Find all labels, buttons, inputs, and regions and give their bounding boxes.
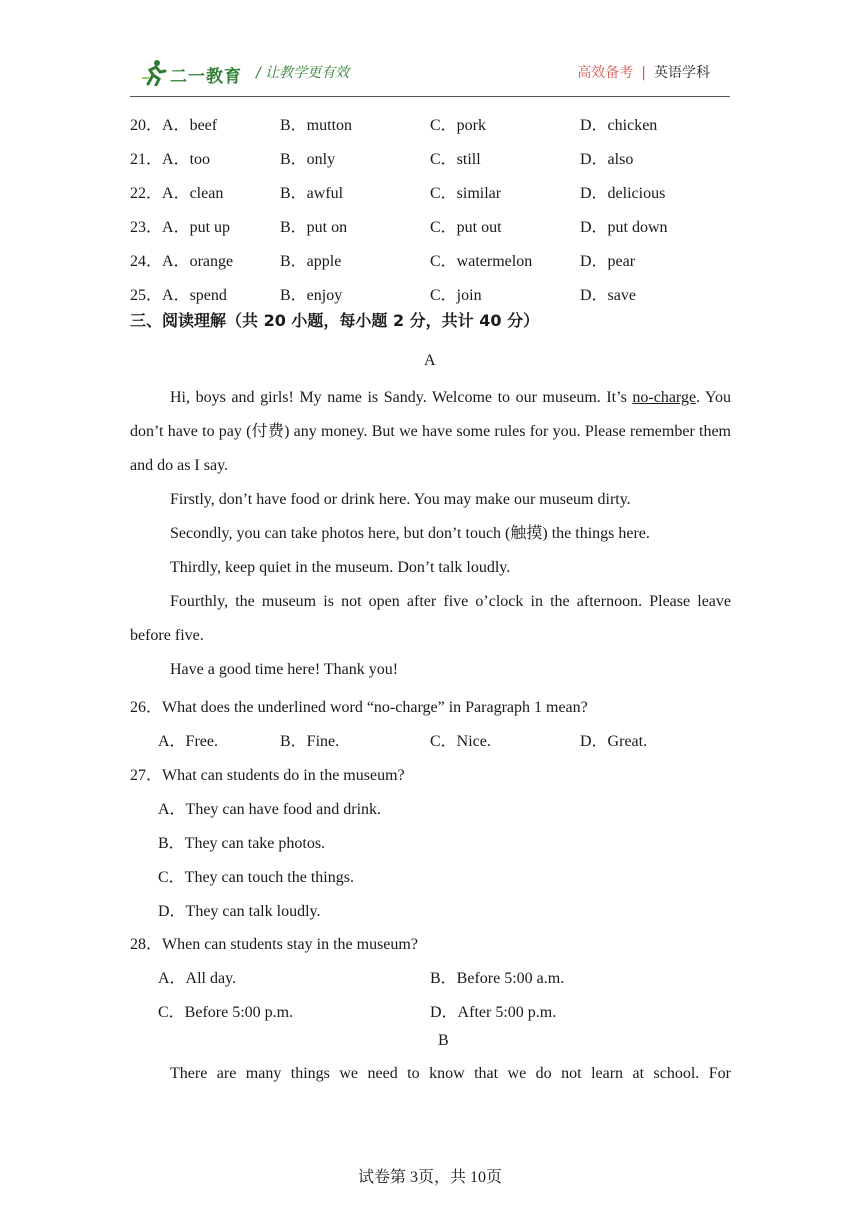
underlined-word: no-charge xyxy=(632,389,697,406)
page-header xyxy=(130,52,730,96)
page-footer: 试卷第 3页，共 10页 xyxy=(357,1169,502,1186)
q28-option-d: D．After 5:00 p.m. xyxy=(430,1004,557,1021)
header-tag: 高效备考 xyxy=(577,65,634,81)
passage-a-paragraph-3: Secondly, you can take photos here, but don’t touch (触摸) the things here. xyxy=(170,525,650,542)
q27-option-a: A．They can have food and drink. xyxy=(158,801,382,818)
option-row-22 xyxy=(130,180,730,202)
option-row-21 xyxy=(130,146,730,168)
option-a: 22．A．clean xyxy=(130,185,224,202)
option-a: 24．A．orange xyxy=(130,253,234,270)
passage-a-paragraph-2: Firstly, don’t have food or drink here. You may make our museum dirty. xyxy=(170,491,631,508)
question-26-stem: 26．What does the underlined word “no-charge” in Paragraph 1 mean? xyxy=(130,699,588,716)
option-d: D．save xyxy=(580,287,636,304)
passage-a-paragraph-6: Have a good time here! Thank you! xyxy=(170,661,399,678)
option-b: B．apple xyxy=(280,253,342,270)
option-b: B．mutton xyxy=(280,117,353,134)
passage-b-paragraph-1: There are many things we need to know that we do not learn at school. For xyxy=(170,1065,731,1082)
option-row-20 xyxy=(130,112,730,134)
option-c: C．still xyxy=(430,151,481,168)
option-row-25 xyxy=(130,282,730,304)
option-c: C．similar xyxy=(430,185,502,202)
question-28-stem: 28．When can students stay in the museum? xyxy=(130,936,418,953)
q26-option-d: D．Great. xyxy=(580,733,648,750)
option-a: 20．A．beef xyxy=(130,117,218,134)
runner-icon xyxy=(140,58,168,92)
passage-b-label: B xyxy=(438,1032,449,1049)
header-slogan: / 让教学更有效 xyxy=(256,65,350,81)
option-d: D．also xyxy=(580,151,634,168)
q27-option-c: C．They can touch the things. xyxy=(158,869,354,886)
option-a: 25．A．spend xyxy=(130,287,227,304)
option-d: D．pear xyxy=(580,253,636,270)
passage-a-paragraph-5: Fourthly, the museum is not open after five o’clock in the afternoon. Please leave before five. xyxy=(130,593,731,644)
option-c: C．pork xyxy=(430,117,487,134)
option-b: B．only xyxy=(280,151,336,168)
option-row-24 xyxy=(130,248,730,270)
q28-option-a: A．All day. xyxy=(158,970,237,987)
passage-a-label: A xyxy=(424,352,436,369)
header-subject xyxy=(577,62,710,82)
q26-option-b: B．Fine. xyxy=(280,733,340,750)
option-b: B．enjoy xyxy=(280,287,343,304)
header-rule xyxy=(130,96,730,97)
q27-option-b: B．They can take photos. xyxy=(158,835,326,852)
option-d: D．put down xyxy=(580,219,668,236)
q27-option-d: D．They can talk loudly. xyxy=(158,903,321,920)
question-27-stem: 27．What can students do in the museum? xyxy=(130,767,405,784)
option-d: D．chicken xyxy=(580,117,658,134)
passage-a-paragraph-1: Hi, boys and girls! My name is Sandy. Welcome to our museum. It’s no-charge. You don’t have to pay (付费) any money. But we have some rules for you. Please remember them and do as I say. xyxy=(130,389,732,474)
option-d: D．delicious xyxy=(580,185,666,202)
q26-option-c: C．Nice. xyxy=(430,733,491,750)
q26-option-a: A．Free. xyxy=(158,733,218,750)
section-title: 三、阅读理解（共 20 小题，每小题 2 分，共计 40 分） xyxy=(130,311,540,330)
logo-text: 二一教育 xyxy=(170,67,242,87)
option-a: 21．A．too xyxy=(130,151,211,168)
passage-a-paragraph-4: Thirdly, keep quiet in the museum. Don’t talk loudly. xyxy=(170,559,511,576)
option-c: C．put out xyxy=(430,219,502,236)
option-row-23 xyxy=(130,214,730,236)
option-a: 23．A．put up xyxy=(130,219,231,236)
header-subject-label: 英语学科 xyxy=(654,65,710,81)
option-b: B．awful xyxy=(280,185,344,202)
header-divider: | xyxy=(641,65,646,81)
q28-option-b: B．Before 5:00 a.m. xyxy=(430,970,565,987)
option-b: B．put on xyxy=(280,219,348,236)
q28-option-c: C．Before 5:00 p.m. xyxy=(158,1004,294,1021)
option-c: C．watermelon xyxy=(430,253,533,270)
option-c: C．join xyxy=(430,287,482,304)
